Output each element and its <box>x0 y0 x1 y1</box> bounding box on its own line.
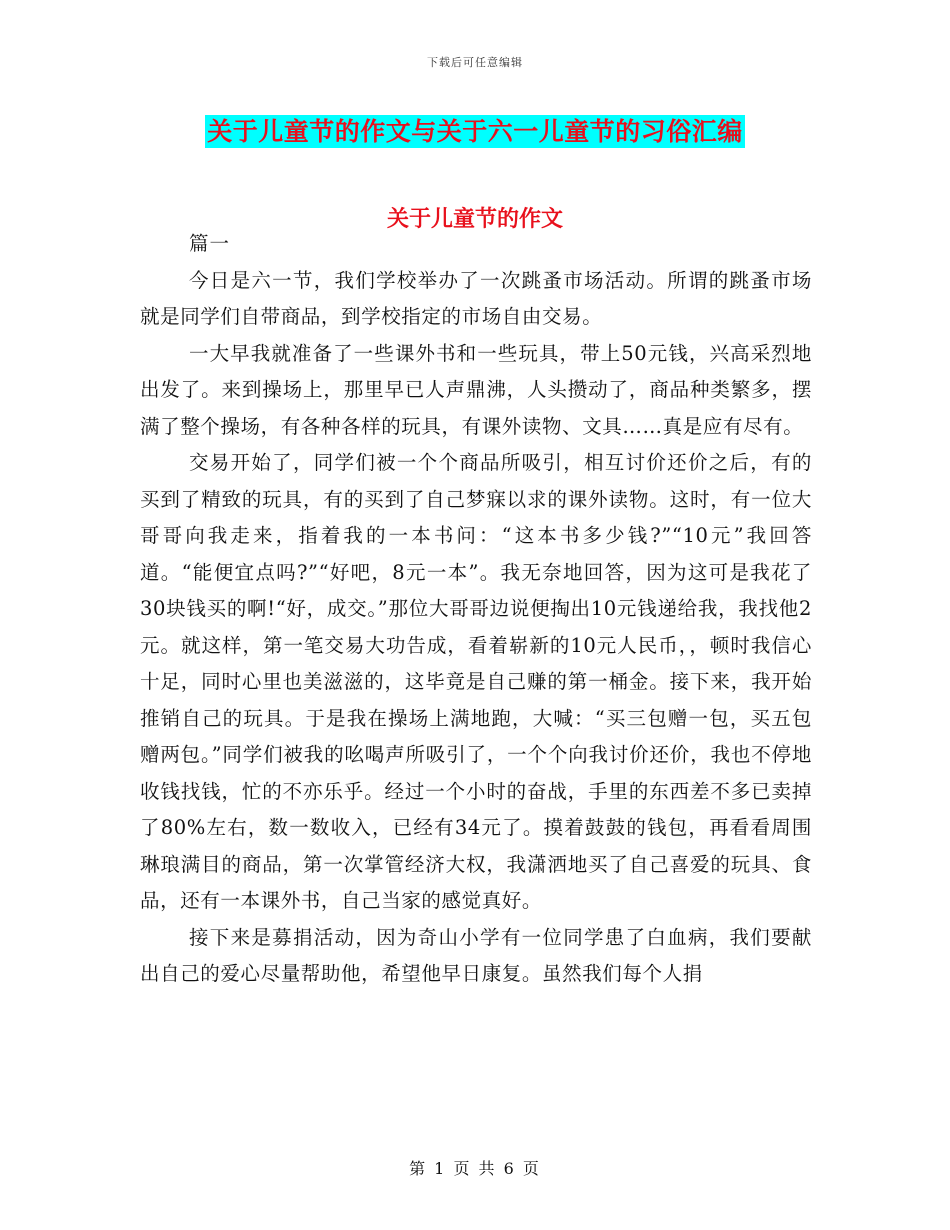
document-body <box>140 226 812 993</box>
paragraph: 今日是六一节，我们学校举办了一次跳蚤市场活动。所谓的跳蚤市场就是同学们自带商品，到学校指定的市场自由交易。 <box>140 268 812 328</box>
paragraph: 一大早我就准备了一些课外书和一些玩具，带上50元钱，兴高采烈地出发了。来到操场上，那里早已人声鼎沸，人头攒动了，商品种类繁多，摆满了整个操场，有各种各样的玩具，有课外读物、文具……真是应有尽有。 <box>140 341 812 438</box>
chapter-label: 篇一 <box>189 232 231 255</box>
document-title <box>0 112 950 148</box>
page-header-note: 下载后可任意编辑 <box>427 56 523 69</box>
paragraph: 接下来是募捐活动，因为奇山小学有一位同学患了白血病，我们要献出自己的爱心尽量帮助他，希望他早日康复。虽然我们每个人捐 <box>140 925 812 985</box>
page-footer-pagination: 第 1 页 共 6 页 <box>409 1159 541 1178</box>
document-title-text: 关于儿童节的作文与关于六一儿童节的习俗汇编 <box>207 117 743 146</box>
paragraph: 交易开始了，同学们被一个个商品所吸引，相互讨价还价之后，有的买到了精致的玩具，有的买到了自己梦寐以求的课外读物。这时，有一位大哥哥向我走来，指着我的一本书问：“这本书多少钱?”“10元”我回答道。“能便宜点吗?”“好吧，8元一本”。我无奈地回答，因为这可是我花了30块钱买的啊!“好，成交。”那位大哥哥边说便掏出10元钱递给我，我找他2元。就这样，第一笔交易大功告成，看着崭新的10元人民币，，顿时我信心十足，同时心里也美滋滋的，这毕竟是自己赚的第一桶金。接下来，我开始推销自己的玩具。于是我在操场上满地跑，大喊：“买三包赠一包，买五包赠两包。”同学们被我的吆喝声所吸引了，一个个向我讨价还价，我也不停地收钱找钱，忙的不亦乐乎。经过一个小时的奋战，手里的东西差不多已卖掉了80%左右，数一数收入，已经有34元了。摸着鼓鼓的钱包，再看看周围琳琅满目的商品，第一次掌管经济大权，我潇洒地买了自己喜爱的玩具、食品，还有一本课外书，自己当家的感觉真好。 <box>140 451 812 912</box>
section-title: 关于儿童节的作文 <box>386 207 563 232</box>
